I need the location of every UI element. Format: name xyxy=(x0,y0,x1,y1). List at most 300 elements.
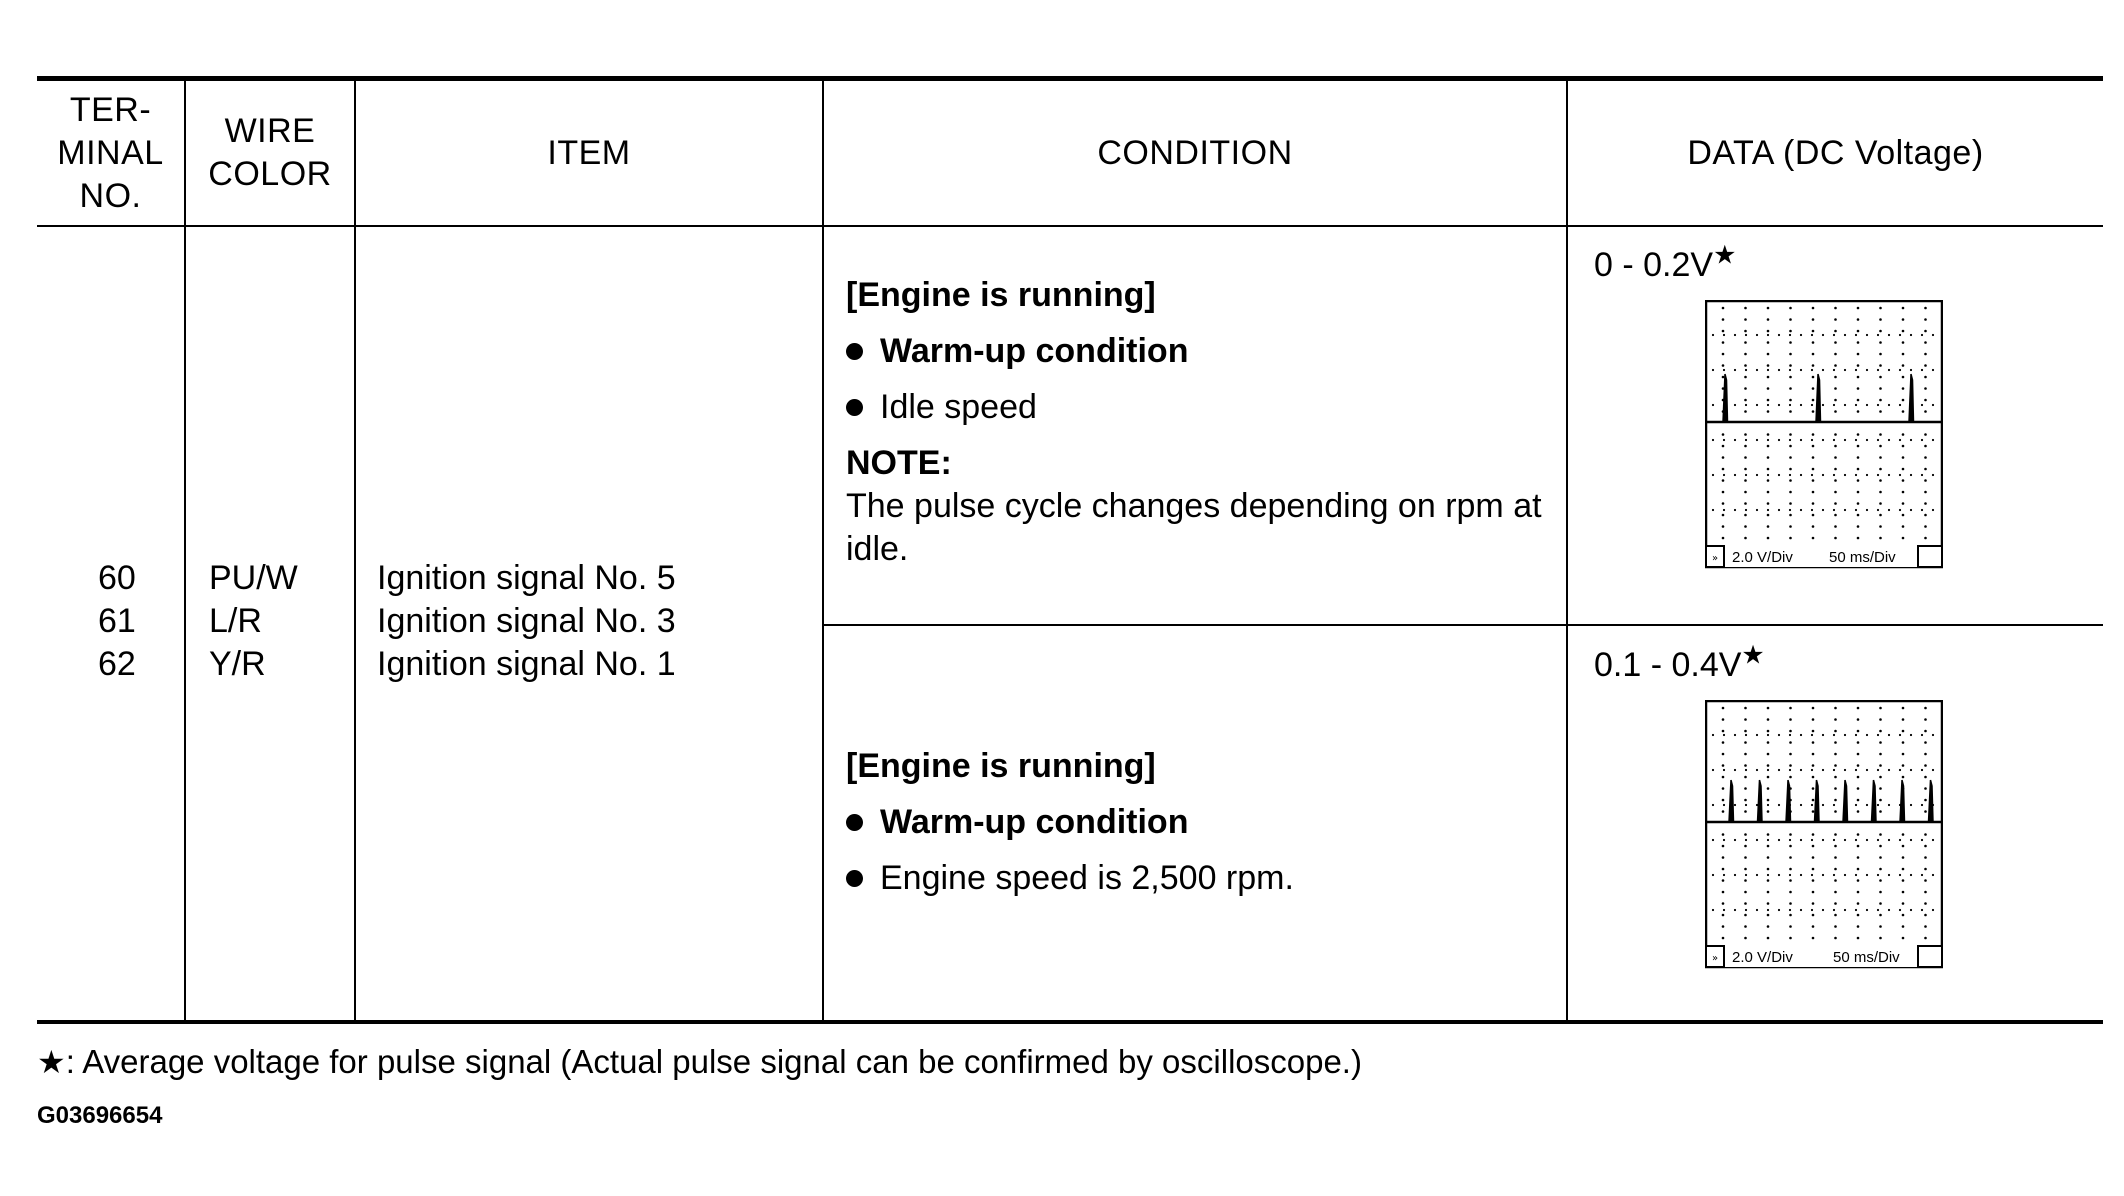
header-item: ITEM xyxy=(547,133,631,172)
grid-dot xyxy=(1789,502,1792,505)
bullet-dot-icon xyxy=(846,343,863,360)
oscilloscope-trace-2500rpm xyxy=(1705,700,1943,970)
grid-dot xyxy=(1822,804,1824,806)
grid-dot xyxy=(1744,891,1747,894)
condition-2500rpm xyxy=(846,745,1566,913)
grid-dot xyxy=(1857,491,1860,494)
grid-dot xyxy=(1744,456,1747,459)
grid-dot xyxy=(1910,439,1912,441)
grid-dot xyxy=(1812,479,1815,482)
grid-dot xyxy=(1767,341,1770,344)
grid-dot xyxy=(1812,433,1815,436)
grid-dot xyxy=(1822,874,1824,876)
grid-dot xyxy=(1932,769,1934,771)
grid-dot xyxy=(1789,474,1791,476)
grid-dot xyxy=(1778,439,1780,441)
grid-dot xyxy=(1789,491,1792,494)
oscilloscope-screen xyxy=(1705,700,1943,970)
grid-dot xyxy=(1834,845,1837,848)
grid-dot xyxy=(1723,509,1725,511)
grid-dot xyxy=(1767,937,1770,940)
star-icon: ★ xyxy=(1713,239,1737,270)
grid-dot xyxy=(1855,474,1857,476)
grid-dot xyxy=(1734,439,1736,441)
grid-dot xyxy=(1744,845,1747,848)
grid-dot xyxy=(1833,734,1835,736)
grid-dot xyxy=(1778,474,1780,476)
data-value-2500rpm xyxy=(1594,639,1765,685)
grid-dot xyxy=(1924,364,1927,367)
grid-dot xyxy=(1857,937,1860,940)
voltage-range: 0 - 0.2V xyxy=(1594,246,1714,284)
grid-dot xyxy=(1857,741,1860,744)
header-wire-line-2: COLOR xyxy=(208,155,332,193)
grid-dot xyxy=(1722,914,1725,917)
grid-dot xyxy=(1924,330,1927,333)
grid-dot xyxy=(1744,479,1747,482)
grid-dot xyxy=(1902,433,1905,436)
grid-dot xyxy=(1879,741,1882,744)
grid-dot xyxy=(1902,879,1905,882)
grid-dot xyxy=(1744,468,1747,471)
grid-dot xyxy=(1924,741,1927,744)
grid-dot xyxy=(1834,387,1837,390)
grid-dot xyxy=(1722,868,1725,871)
grid-dot xyxy=(1899,769,1901,771)
grid-dot xyxy=(1834,353,1837,356)
grid-dot xyxy=(1812,514,1815,517)
grid-dot xyxy=(1888,509,1890,511)
grid-dot xyxy=(1722,902,1725,905)
grid-dot xyxy=(1910,769,1912,771)
grid-dot xyxy=(1866,509,1868,511)
grid-dot xyxy=(1924,468,1927,471)
grid-dot xyxy=(1789,399,1792,402)
grid-dot xyxy=(1744,879,1747,882)
grid-dot xyxy=(1756,369,1758,371)
grid-dot xyxy=(1778,509,1780,511)
condition-bullet-text: Warm-up condition xyxy=(880,803,1189,841)
grid-dot xyxy=(1767,514,1770,517)
grid-dot xyxy=(1834,730,1837,733)
grid-dot xyxy=(1902,845,1905,848)
grid-dot xyxy=(1924,718,1927,721)
item-label: Ignition signal No. 1 xyxy=(377,645,676,683)
grid-dot xyxy=(1723,909,1725,911)
grid-dot xyxy=(1800,909,1802,911)
grid-dot xyxy=(1789,707,1792,710)
grid-dot xyxy=(1722,318,1725,321)
grid-dot xyxy=(1879,410,1882,413)
grid-dot xyxy=(1745,839,1747,841)
grid-dot xyxy=(1879,514,1882,517)
grid-dot xyxy=(1789,741,1792,744)
grid-dot xyxy=(1756,734,1758,736)
grid-dot xyxy=(1734,909,1736,911)
grid-dot xyxy=(1866,804,1868,806)
grid-dot xyxy=(1857,353,1860,356)
grid-dot xyxy=(1712,369,1714,371)
grid-dot xyxy=(1879,468,1882,471)
grid-dot xyxy=(1744,902,1747,905)
footnote xyxy=(37,1042,1362,1082)
grid-dot xyxy=(1924,764,1927,767)
scope-time-per-div: 50 ms/Div xyxy=(1833,949,1900,966)
grid-dot xyxy=(1812,925,1815,928)
grid-dot xyxy=(1834,330,1837,333)
grid-dot xyxy=(1902,318,1905,321)
grid-dot xyxy=(1902,868,1905,871)
grid-dot xyxy=(1745,909,1747,911)
grid-dot xyxy=(1877,509,1879,511)
grid-dot xyxy=(1812,491,1815,494)
grid-dot xyxy=(1857,410,1860,413)
grid-dot xyxy=(1745,369,1747,371)
grid-dot xyxy=(1921,874,1923,876)
grid-dot xyxy=(1902,330,1905,333)
header-terminal-line-3: NO. xyxy=(79,176,142,215)
grid-dot xyxy=(1800,734,1802,736)
grid-dot xyxy=(1921,769,1923,771)
grid-dot xyxy=(1767,753,1770,756)
grid-dot xyxy=(1855,369,1857,371)
grid-dot xyxy=(1756,509,1758,511)
grid-dot xyxy=(1924,707,1927,710)
grid-dot xyxy=(1879,902,1882,905)
grid-dot xyxy=(1834,868,1837,871)
grid-dot xyxy=(1789,514,1792,517)
grid-dot xyxy=(1857,456,1860,459)
grid-dot xyxy=(1921,334,1923,336)
grid-dot xyxy=(1812,879,1815,882)
grid-dot xyxy=(1879,753,1882,756)
note-text: The pulse cycle changes depending on rpm at idle. xyxy=(846,487,1542,568)
grid-dot xyxy=(1857,525,1860,528)
grid-dot xyxy=(1744,537,1747,540)
grid-dot xyxy=(1789,318,1792,321)
grid-dot xyxy=(1744,364,1747,367)
grid-dot xyxy=(1767,874,1769,876)
grid-dot xyxy=(1734,404,1736,406)
grid-dot xyxy=(1767,799,1770,802)
grid-dot xyxy=(1744,856,1747,859)
grid-dot xyxy=(1879,525,1882,528)
grid-dot xyxy=(1844,404,1846,406)
grid-dot xyxy=(1857,707,1860,710)
grid-dot xyxy=(1902,502,1905,505)
grid-dot xyxy=(1924,787,1927,790)
grid-dot xyxy=(1855,839,1857,841)
grid-dot xyxy=(1910,734,1912,736)
grid-dot xyxy=(1924,833,1927,836)
grid-dot xyxy=(1879,914,1882,917)
item-label: Ignition signal No. 5 xyxy=(377,559,676,597)
bullet-dot-icon xyxy=(846,870,863,887)
grid-dot xyxy=(1723,734,1725,736)
grid-dot xyxy=(1857,902,1860,905)
grid-dot xyxy=(1822,839,1824,841)
grid-dot xyxy=(1812,410,1815,413)
grid-dot xyxy=(1921,509,1923,511)
table-bottom-rule xyxy=(37,1020,2103,1024)
grid-dot xyxy=(1834,445,1837,448)
grid-dot xyxy=(1888,334,1890,336)
grid-dot xyxy=(1855,909,1857,911)
wire-color: L/R xyxy=(209,602,262,640)
grid-dot xyxy=(1902,307,1905,310)
grid-dot xyxy=(1789,439,1791,441)
grid-dot xyxy=(1857,753,1860,756)
grid-dot xyxy=(1767,787,1770,790)
grid-dot xyxy=(1879,399,1882,402)
grid-dot xyxy=(1857,868,1860,871)
grid-dot xyxy=(1902,491,1905,494)
grid-dot xyxy=(1834,707,1837,710)
condition-bullet xyxy=(846,330,1566,373)
grid-dot xyxy=(1722,810,1725,813)
grid-dot xyxy=(1833,369,1835,371)
grid-dot xyxy=(1924,879,1927,882)
grid-dot xyxy=(1744,753,1747,756)
grid-dot xyxy=(1924,341,1927,344)
grid-dot xyxy=(1722,845,1725,848)
grid-dot xyxy=(1811,839,1813,841)
terminal-number: 60 xyxy=(98,559,136,597)
grid-dot xyxy=(1844,439,1846,441)
grid-dot xyxy=(1924,433,1927,436)
grid-dot xyxy=(1921,804,1923,806)
grid-dot xyxy=(1921,839,1923,841)
grid-dot xyxy=(1767,925,1770,928)
grid-dot xyxy=(1778,769,1780,771)
grid-dot xyxy=(1879,776,1882,779)
grid-dot xyxy=(1844,474,1846,476)
grid-dot xyxy=(1744,937,1747,940)
grid-dot xyxy=(1932,839,1934,841)
grid-dot xyxy=(1899,439,1901,441)
grid-dot xyxy=(1924,799,1927,802)
grid-dot xyxy=(1800,509,1802,511)
grid-dot xyxy=(1902,902,1905,905)
grid-dot xyxy=(1921,369,1923,371)
grid-dot xyxy=(1722,879,1725,882)
grid-dot xyxy=(1789,868,1792,871)
grid-dot xyxy=(1844,369,1846,371)
grid-dot xyxy=(1756,909,1758,911)
scope-volts-per-div: 2.0 V/Div xyxy=(1732,549,1793,566)
grid-dot xyxy=(1722,787,1725,790)
grid-dot xyxy=(1812,456,1815,459)
grid-dot xyxy=(1811,509,1813,511)
grid-dot xyxy=(1902,776,1905,779)
grid-dot xyxy=(1778,874,1780,876)
grid-dot xyxy=(1767,891,1770,894)
grid-dot xyxy=(1834,879,1837,882)
grid-dot xyxy=(1879,330,1882,333)
grid-dot xyxy=(1822,909,1824,911)
grid-dot xyxy=(1767,718,1770,721)
grid-dot xyxy=(1924,318,1927,321)
grid-dot xyxy=(1921,439,1923,441)
header-data: DATA (DC Voltage) xyxy=(1687,133,1984,172)
grid-dot xyxy=(1744,810,1747,813)
condition-title: [Engine is running] xyxy=(846,276,1156,314)
grid-dot xyxy=(1812,787,1815,790)
grid-dot xyxy=(1722,537,1725,540)
grid-dot xyxy=(1744,502,1747,505)
grid-dot xyxy=(1879,764,1882,767)
grid-dot xyxy=(1879,364,1882,367)
star-icon: ★ xyxy=(1741,639,1765,670)
grid-dot xyxy=(1866,369,1868,371)
bullet-dot-icon xyxy=(846,814,863,831)
grid-dot xyxy=(1722,307,1725,310)
grid-dot xyxy=(1812,845,1815,848)
grid-dot xyxy=(1722,525,1725,528)
grid-dot xyxy=(1833,839,1835,841)
grid-dot xyxy=(1812,318,1815,321)
grid-dot xyxy=(1910,509,1912,511)
grid-dot xyxy=(1812,718,1815,721)
grid-dot xyxy=(1812,891,1815,894)
header-terminal-line-2: MINAL xyxy=(57,133,164,172)
grid-dot xyxy=(1902,387,1905,390)
grid-dot xyxy=(1899,474,1901,476)
grid-dot xyxy=(1924,514,1927,517)
grid-dot xyxy=(1844,909,1846,911)
grid-dot xyxy=(1921,734,1923,736)
grid-dot xyxy=(1857,387,1860,390)
grid-dot xyxy=(1866,769,1868,771)
grid-dot xyxy=(1722,433,1725,436)
grid-dot xyxy=(1789,456,1792,459)
grid-dot xyxy=(1857,502,1860,505)
grid-dot xyxy=(1745,769,1747,771)
grid-dot xyxy=(1902,914,1905,917)
grid-dot xyxy=(1879,707,1882,710)
grid-dot xyxy=(1789,509,1791,511)
grid-dot xyxy=(1789,433,1792,436)
grid-dot xyxy=(1932,909,1934,911)
grid-dot xyxy=(1855,404,1857,406)
grid-dot xyxy=(1744,491,1747,494)
grid-dot xyxy=(1855,769,1857,771)
grid-dot xyxy=(1723,804,1725,806)
grid-dot xyxy=(1857,718,1860,721)
grid-dot xyxy=(1924,856,1927,859)
grid-dot xyxy=(1812,307,1815,310)
wire-color: Y/R xyxy=(209,645,266,683)
oscilloscope-screen xyxy=(1705,300,1943,570)
grid-dot xyxy=(1921,404,1923,406)
bullet-dot-icon xyxy=(846,399,863,416)
grid-dot xyxy=(1834,491,1837,494)
grid-dot xyxy=(1767,445,1770,448)
grid-dot xyxy=(1822,404,1824,406)
grid-dot xyxy=(1722,764,1725,767)
grid-dot xyxy=(1800,769,1802,771)
grid-dot xyxy=(1888,909,1890,911)
grid-dot xyxy=(1879,856,1882,859)
grid-dot xyxy=(1767,902,1770,905)
items xyxy=(377,557,676,686)
grid-dot xyxy=(1811,404,1813,406)
star-icon: ★ xyxy=(37,1044,66,1080)
grid-dot xyxy=(1744,718,1747,721)
grid-dot xyxy=(1734,474,1736,476)
grid-dot xyxy=(1902,341,1905,344)
grid-dot xyxy=(1902,410,1905,413)
grid-dot xyxy=(1834,776,1837,779)
grid-dot xyxy=(1877,404,1879,406)
grid-dot xyxy=(1789,914,1792,917)
grid-dot xyxy=(1744,925,1747,928)
grid-dot xyxy=(1834,514,1837,517)
grid-dot xyxy=(1844,734,1846,736)
grid-dot xyxy=(1767,845,1770,848)
grid-dot xyxy=(1789,479,1792,482)
grid-dot xyxy=(1834,502,1837,505)
grid-dot xyxy=(1722,730,1725,733)
grid-dot xyxy=(1932,334,1934,336)
grid-dot xyxy=(1744,353,1747,356)
scope-volts-per-div: 2.0 V/Div xyxy=(1732,949,1793,966)
grid-dot xyxy=(1857,514,1860,517)
grid-dot xyxy=(1722,707,1725,710)
grid-dot xyxy=(1811,769,1813,771)
grid-dot xyxy=(1877,839,1879,841)
grid-dot xyxy=(1879,307,1882,310)
data-value-idle xyxy=(1594,239,1737,285)
grid-dot xyxy=(1800,804,1802,806)
grid-dot xyxy=(1767,364,1770,367)
grid-dot xyxy=(1767,307,1770,310)
footnote-text: : Average voltage for pulse signal (Actual pulse signal can be confirmed by oscilloscope.) xyxy=(65,1043,1362,1080)
header-wire-line-1: WIRE xyxy=(224,112,316,150)
scope-time-per-div: 50 ms/Div xyxy=(1829,549,1896,566)
grid-dot xyxy=(1888,839,1890,841)
grid-dot xyxy=(1879,353,1882,356)
grid-dot xyxy=(1877,909,1879,911)
grid-dot xyxy=(1734,839,1736,841)
grid-dot xyxy=(1866,404,1868,406)
grid-dot xyxy=(1866,734,1868,736)
grid-dot xyxy=(1834,764,1837,767)
grid-dot xyxy=(1879,730,1882,733)
grid-dot xyxy=(1722,376,1725,379)
grid-dot xyxy=(1877,874,1879,876)
grid-dot xyxy=(1812,730,1815,733)
grid-dot xyxy=(1744,307,1747,310)
grid-dot xyxy=(1789,468,1792,471)
grid-dot xyxy=(1834,456,1837,459)
grid-dot xyxy=(1767,433,1770,436)
grid-dot xyxy=(1902,353,1905,356)
grid-dot xyxy=(1879,537,1882,540)
grid-dot xyxy=(1778,369,1780,371)
grid-dot xyxy=(1857,879,1860,882)
scope-frame xyxy=(1706,701,1942,967)
grid-dot xyxy=(1834,307,1837,310)
grid-dot xyxy=(1857,399,1860,402)
grid-dot xyxy=(1756,769,1758,771)
grid-dot xyxy=(1744,914,1747,917)
grid-dot xyxy=(1767,833,1770,836)
grid-dot xyxy=(1722,753,1725,756)
grid-dot xyxy=(1834,410,1837,413)
grid-dot xyxy=(1789,364,1792,367)
grid-dot xyxy=(1744,387,1747,390)
